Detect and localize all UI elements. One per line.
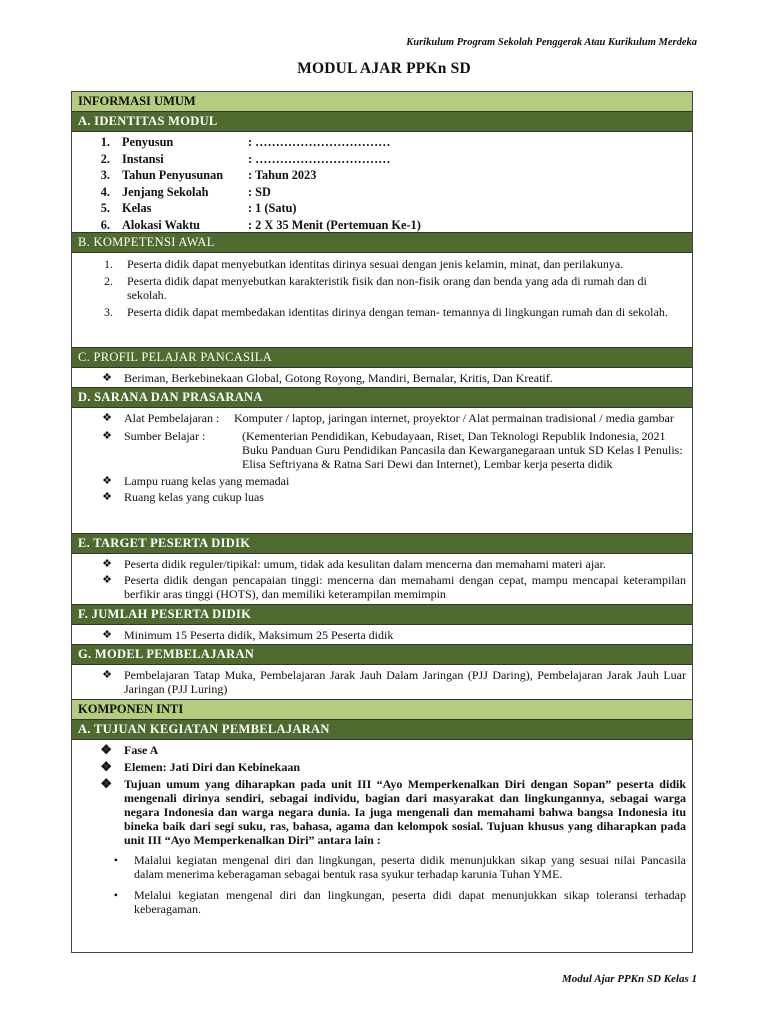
list-item: 3. Peserta didik dapat membedakan identitas dirinya dengan teman- temannya di lingkungan rumah dan di sekolah. bbox=[104, 305, 668, 319]
diamond-bullet-icon: ❖ bbox=[100, 742, 112, 757]
list-item: 2. Peserta didik dapat menyebutkan karakteristik fisik dan non-fisik orang dan benda yang ada di rumah dan di sekolah. bbox=[104, 274, 647, 302]
diamond-bullet-icon: ❖ bbox=[100, 759, 112, 774]
list-item: ❖ Ruang kelas yang cukup luas bbox=[72, 490, 692, 504]
section-tujuan-heading: A. TUJUAN KEGIATAN PEMBELAJARAN bbox=[72, 720, 692, 740]
identitas-body bbox=[72, 132, 692, 233]
diamond-bullet-icon: ❖ bbox=[102, 558, 112, 570]
section-profil-heading: C. PROFIL PELAJAR PANCASILA bbox=[72, 348, 692, 368]
identitas-row: 1. Penyusun : …………………………… bbox=[100, 135, 391, 149]
list-item: ❖ Beriman, Berkebinekaan Global, Gotong Royong, Mandiri, Bernalar, Kritis, Dan Kreatif. bbox=[72, 371, 692, 385]
diamond-bullet-icon: ❖ bbox=[102, 430, 112, 442]
diamond-bullet-icon: ❖ bbox=[102, 491, 112, 503]
list-item: ❖ Tujuan umum yang diharapkan pada unit III “Ayo Memperkenalkan Diri dengan Sopan” peserta didik mengenali dirinya sendiri, sebagai individu, bagian dari masyarakat dan lingkungannya, sebagai warga negara Indonesia dan warga negara dunia. Ia juga mengenali dan memahami bahwa bangsa Indonesia itu bineka baik dari segi suku, ras, bahasa, agama dan kelompok sosial. Tujuan khusus yang diharapkan pada unit III “Ayo Memperkenalkan Diri” antara lain : bbox=[72, 777, 692, 847]
identitas-row: 4. Jenjang Sekolah : SD bbox=[100, 184, 271, 199]
identitas-row: 5. Kelas : 1 (Satu) bbox=[100, 201, 297, 216]
bullet-dot-icon: • bbox=[113, 888, 118, 902]
section-identitas-heading: A. IDENTITAS MODUL bbox=[72, 112, 692, 132]
diamond-bullet-icon: ❖ bbox=[102, 669, 112, 681]
page-footer: Modul Ajar PPKn SD Kelas 1 bbox=[562, 973, 697, 985]
sarana-body bbox=[72, 408, 692, 534]
list-item: ❖ Minimum 15 Peserta didik, Maksimum 25 Peserta didik bbox=[72, 628, 692, 642]
kompetensi-body bbox=[72, 253, 692, 348]
diamond-bullet-icon: ❖ bbox=[100, 776, 112, 791]
diamond-bullet-icon: ❖ bbox=[102, 372, 112, 384]
identitas-row: 3. Tahun Penyusunan : Tahun 2023 bbox=[100, 168, 317, 183]
jumlah-body bbox=[72, 625, 692, 645]
document-title: MODUL AJAR PPKn SD bbox=[297, 60, 471, 77]
list-item: • Melalui kegiatan mengenal diri dan lingkungan, peserta didi dapat menunjukkan sikap toleransi terhadap keberagaman. bbox=[72, 888, 692, 916]
module-frame bbox=[71, 91, 693, 953]
model-body bbox=[72, 665, 692, 700]
list-item: ❖ Alat Pembelajaran : Komputer / laptop, jaringan internet, proyektor / Alat permainan tradisional / media gambar bbox=[72, 411, 692, 425]
section-sarana-heading: D. SARANA DAN PRASARANA bbox=[72, 388, 692, 408]
tujuan-body bbox=[72, 740, 692, 916]
section-informasi-umum: INFORMASI UMUM bbox=[72, 92, 692, 112]
section-target-heading: E. TARGET PESERTA DIDIK bbox=[72, 534, 692, 554]
list-item: • Malalui kegiatan mengenal diri dan lingkungan, peserta didik menunjukkan sikap yang sesuai nilai Pancasila dalam menerima keberagaman sebagai bentuk rasa syukur terhadap karunia Tuhan YME. bbox=[72, 853, 692, 881]
diamond-bullet-icon: ❖ bbox=[102, 475, 112, 487]
section-kompetensi-heading: B. KOMPETENSI AWAL bbox=[72, 233, 692, 253]
curriculum-header: Kurikulum Program Sekolah Penggerak Atau Kurikulum Merdeka bbox=[406, 37, 697, 48]
identitas-row: 2. Instansi : …………………………… bbox=[100, 151, 391, 166]
list-item: ❖ Sumber Belajar : (Kementerian Pendidikan, Kebudayaan, Riset, Dan Teknologi Republik Indonesia, 2021 Buku Panduan Guru Pendidikan Pancasila dan Kewarganegaraan untuk SD Kelas I Penulis: Elisa Seftriyana & Ratna Sari Dewi dan Internet), Lembar kerja peserta didik bbox=[72, 429, 692, 471]
list-item: ❖ Peserta didik reguler/tipikal: umum, tidak ada kesulitan dalam mencerna dan memahami materi ajar. bbox=[72, 557, 692, 571]
list-item: 1. Peserta didik dapat menyebutkan identitas dirinya sesuai dengan jenis kelamin, minat, dan perilakunya. bbox=[104, 257, 624, 271]
target-body bbox=[72, 554, 692, 605]
section-komponen-inti: KOMPONEN INTI bbox=[72, 700, 692, 720]
profil-body bbox=[72, 368, 692, 388]
section-model-heading: G. MODEL PEMBELAJARAN bbox=[72, 645, 692, 665]
section-jumlah-heading: F. JUMLAH PESERTA DIDIK bbox=[72, 605, 692, 625]
diamond-bullet-icon: ❖ bbox=[102, 629, 112, 641]
diamond-bullet-icon: ❖ bbox=[102, 574, 112, 586]
list-item: ❖ Elemen: Jati Diri dan Kebinekaan bbox=[72, 760, 692, 774]
diamond-bullet-icon: ❖ bbox=[102, 412, 112, 424]
list-item: ❖ Fase A bbox=[72, 743, 692, 757]
list-item: ❖ Peserta didik dengan pencapaian tinggi: mencerna dan memahami dengan cepat, mampu mencapai keterampilan berfikir aras tinggi (HOTS), dan memiliki keterampilan memimpin bbox=[72, 573, 692, 601]
list-item: ❖ Lampu ruang kelas yang memadai bbox=[72, 474, 692, 488]
identitas-row: 6. Alokasi Waktu : 2 X 35 Menit (Pertemuan Ke-1) bbox=[100, 217, 421, 232]
bullet-dot-icon: • bbox=[113, 853, 118, 867]
list-item: ❖ Pembelajaran Tatap Muka, Pembelajaran Jarak Jauh Dalam Jaringan (PJJ Daring), Pembelajaran Jarak Jauh Luar Jaringan (PJJ Luring) bbox=[72, 668, 692, 696]
